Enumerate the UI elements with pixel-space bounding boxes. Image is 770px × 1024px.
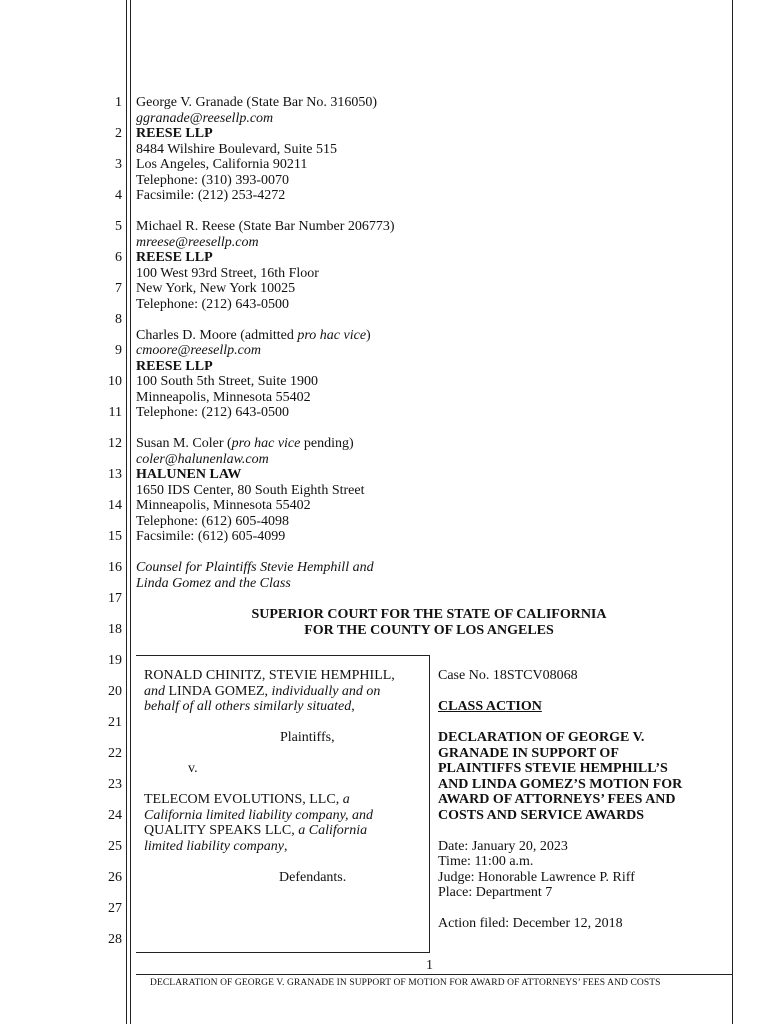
line-number: 13	[108, 467, 122, 482]
attorney-email: mreese@reesellp.com	[136, 234, 259, 250]
case-number: Case No. 18STCV08068	[438, 668, 578, 683]
facsimile: Facsimile: (212) 253-4272	[136, 188, 286, 203]
hearing-judge: Judge: Honorable Lawrence P. Riff	[438, 869, 635, 885]
line-number: 18	[108, 622, 122, 637]
hearing-time: Time: 11:00 a.m.	[438, 854, 534, 869]
document-title-line: PLAINTIFFS STEVIE HEMPHILL’S	[438, 761, 668, 776]
attorney-email: ggranade@reesellp.com	[136, 110, 274, 126]
defendant-descriptor: a	[339, 792, 350, 807]
line-number: 19	[108, 653, 122, 668]
line-number: 1	[115, 95, 122, 110]
attorney-name	[136, 436, 354, 452]
plaintiffs-capacity	[144, 699, 355, 715]
line-number: 20	[108, 684, 122, 699]
line-number: 27	[108, 901, 122, 916]
capacity-text: individually and on	[268, 683, 381, 699]
capacity-text: behalf of all others similarly situated	[144, 699, 352, 714]
plaintiffs-label: Plaintiffs,	[280, 730, 335, 745]
name-text: Charles D. Moore (admitted	[136, 327, 298, 343]
line-number: 25	[108, 839, 122, 854]
line-number: 11	[108, 405, 122, 420]
attorney-name: George V. Granade (State Bar No. 316050)	[136, 95, 378, 110]
line-number: 6	[115, 250, 122, 265]
firm-address-line: Minneapolis, Minnesota 55402	[136, 389, 311, 405]
conjunction: and	[144, 683, 165, 699]
defendant-descriptor: a California	[294, 823, 368, 838]
name-suffix: pending)	[300, 436, 354, 451]
line-number: 3	[115, 157, 122, 172]
court-name: SUPERIOR COURT FOR THE STATE OF CALIFORNIA	[251, 607, 607, 622]
line-number: 12	[108, 436, 122, 451]
document-title-line: DECLARATION OF GEORGE V.	[438, 730, 645, 745]
line-number: 4	[115, 188, 122, 203]
left-margin-rule-2	[130, 0, 131, 1024]
telephone: Telephone: (612) 605-4098	[136, 513, 289, 529]
attorney-name	[136, 328, 371, 344]
line-number: 22	[108, 746, 122, 761]
line-number: 24	[108, 808, 122, 823]
left-margin-rule-1	[126, 0, 127, 1024]
line-number: 28	[108, 932, 122, 947]
firm-address-line: 8484 Wilshire Boulevard, Suite 515	[136, 141, 337, 157]
defendant-name-text: TELECOM EVOLUTIONS, LLC,	[144, 792, 340, 807]
line-number: 9	[115, 343, 122, 358]
caption-bottom-rule	[136, 952, 430, 953]
document-title-line: GRANADE IN SUPPORT OF	[438, 745, 619, 761]
firm-address-line: New York, New York 10025	[136, 281, 296, 296]
line-number: 26	[108, 870, 122, 885]
page-number: 1	[426, 958, 433, 973]
action-filed-date: Action filed: December 12, 2018	[438, 916, 623, 931]
document-title-line: COSTS AND SERVICE AWARDS	[438, 807, 645, 823]
caption-divider	[429, 655, 430, 953]
plaintiff-name: LINDA GOMEZ,	[165, 683, 269, 699]
line-number: 17	[108, 591, 122, 606]
firm-name: HALUNEN LAW	[136, 467, 242, 482]
line-number: 8	[115, 312, 122, 327]
defendant-name-text: QUALITY SPEAKS LLC,	[144, 823, 295, 838]
attorney-name: Michael R. Reese (State Bar Number 206773)	[136, 219, 395, 234]
document-title-line: AWARD OF ATTORNEYS’ FEES AND	[438, 792, 676, 807]
attorney-email: coler@halunenlaw.com	[136, 451, 269, 467]
firm-name: REESE LLP	[136, 126, 213, 141]
caption-top-rule	[136, 655, 430, 656]
firm-address-line: 1650 IDS Center, 80 South Eighth Street	[136, 482, 365, 498]
footer-title: DECLARATION OF GEORGE V. GRANADE IN SUPPORT OF MOTION FOR AWARD OF ATTORNEYS’ FEES AND COSTS	[150, 978, 661, 988]
punctuation: ,	[351, 699, 355, 714]
punctuation: ,	[283, 838, 288, 854]
defendant-descriptor-line	[144, 839, 287, 855]
footer-rule	[136, 974, 732, 975]
hearing-place: Place: Department 7	[438, 885, 553, 900]
plaintiffs-names	[144, 684, 380, 700]
defendant-name	[144, 823, 367, 839]
counsel-for-line: Counsel for Plaintiffs Stevie Hemphill and	[136, 560, 374, 575]
versus: v.	[188, 761, 198, 776]
line-number: 16	[108, 560, 122, 575]
line-number: 21	[108, 715, 122, 730]
firm-name: REESE LLP	[136, 358, 213, 374]
firm-address-line: 100 South 5th Street, Suite 1900	[136, 374, 318, 389]
name-text: Susan M. Coler (	[136, 436, 232, 451]
line-number: 14	[108, 498, 122, 513]
line-number: 15	[108, 529, 122, 544]
defendant-name	[144, 792, 350, 808]
counsel-for-line: Linda Gomez and the Class	[136, 575, 291, 591]
name-suffix: )	[366, 327, 371, 343]
line-number: 23	[108, 777, 122, 792]
right-margin-rule	[732, 0, 733, 1024]
document-title-line: AND LINDA GOMEZ’S MOTION FOR	[438, 776, 683, 792]
firm-address-line: Minneapolis, Minnesota 55402	[136, 498, 311, 513]
plaintiffs-names: RONALD CHINITZ, STEVIE HEMPHILL,	[144, 668, 395, 683]
line-number: 7	[115, 281, 122, 296]
facsimile: Facsimile: (612) 605-4099	[136, 529, 286, 544]
attorney-email: cmoore@reesellp.com	[136, 343, 261, 358]
class-action-label: CLASS ACTION	[438, 699, 542, 714]
pro-hac-vice: pro hac vice	[231, 436, 301, 451]
defendant-descriptor: limited liability company	[144, 838, 284, 854]
firm-address-line: Los Angeles, California 90211	[136, 157, 308, 172]
defendants-label: Defendants.	[279, 870, 347, 885]
defendant-descriptor: California limited liability company, and	[144, 807, 374, 823]
line-number: 10	[108, 374, 122, 389]
line-number: 5	[115, 219, 122, 234]
telephone: Telephone: (212) 643-0500	[136, 296, 289, 312]
firm-name: REESE LLP	[136, 250, 213, 265]
telephone: Telephone: (212) 643-0500	[136, 405, 289, 420]
line-number: 2	[115, 126, 122, 141]
court-county: FOR THE COUNTY OF LOS ANGELES	[304, 622, 554, 638]
hearing-date: Date: January 20, 2023	[438, 838, 568, 854]
telephone: Telephone: (310) 393-0070	[136, 172, 289, 188]
firm-address-line: 100 West 93rd Street, 16th Floor	[136, 265, 319, 281]
pro-hac-vice: pro hac vice	[297, 327, 367, 343]
